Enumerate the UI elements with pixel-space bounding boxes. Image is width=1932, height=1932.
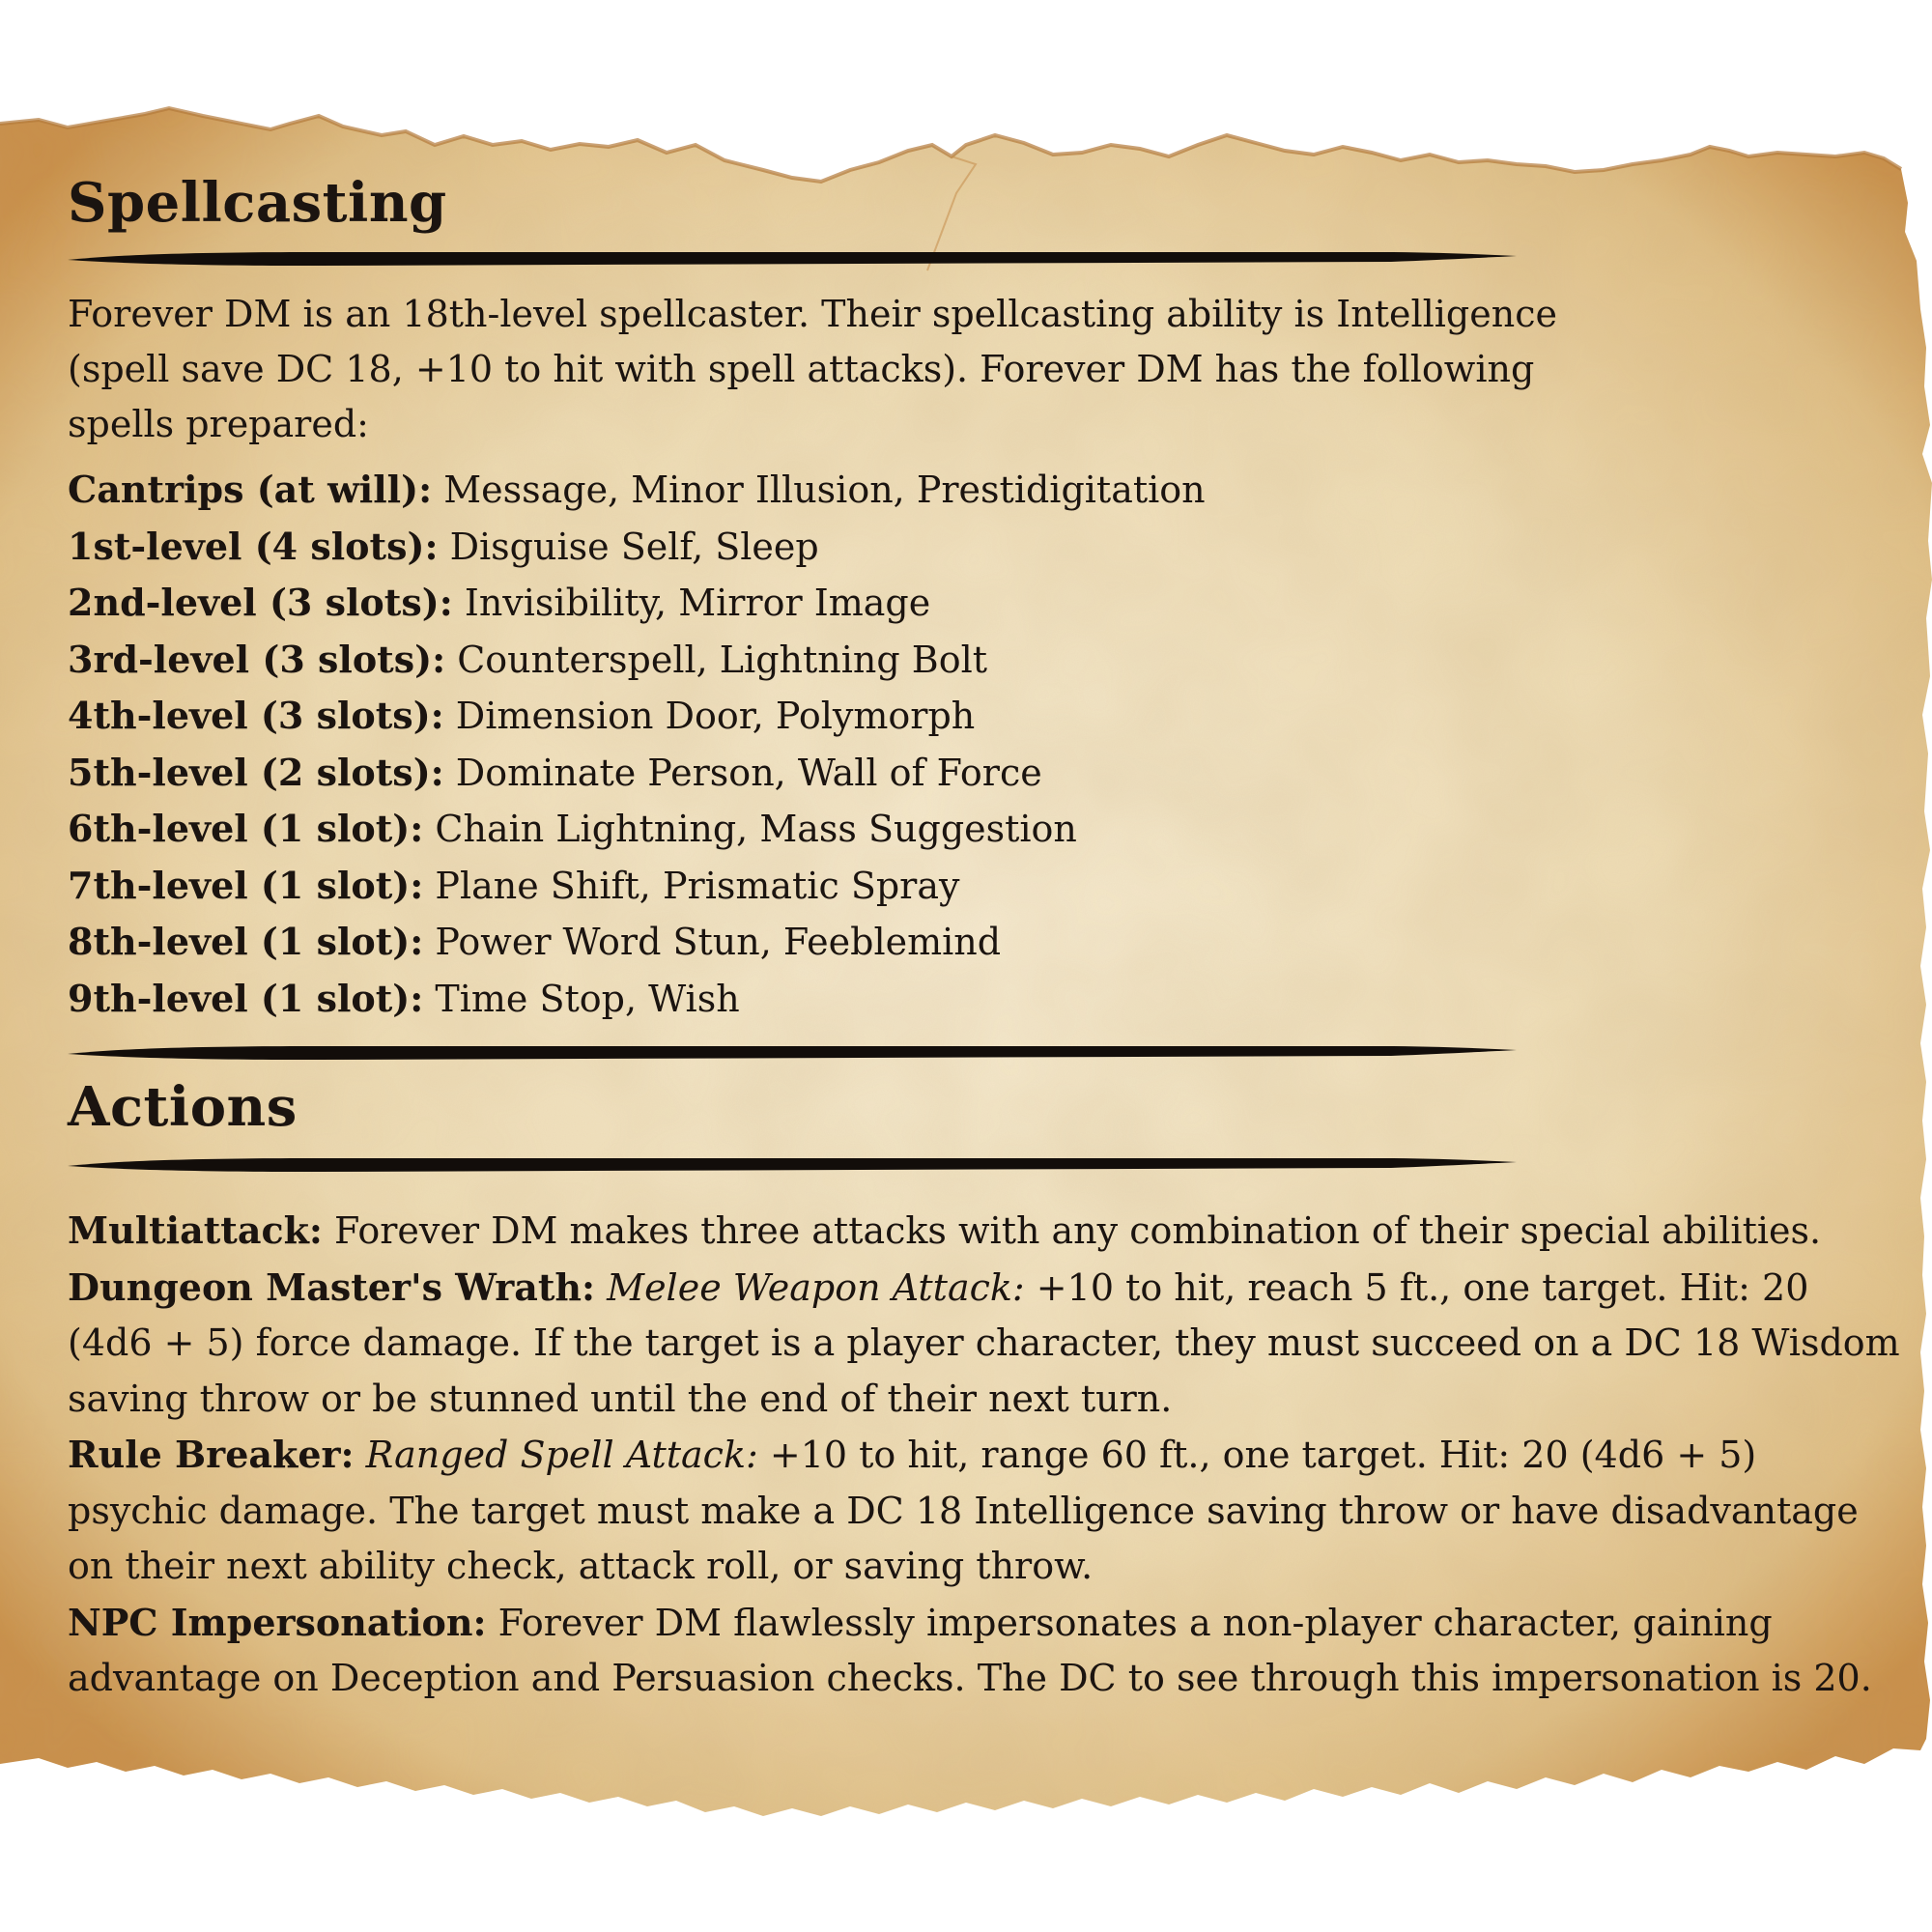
spell-level-row <box>68 745 1903 802</box>
spellcasting-intro-line: Forever DM is an 18th-level spellcaster. Their spellcasting ability is Intelligence <box>68 293 1557 335</box>
action-entry <box>68 1595 1903 1707</box>
spell-level-spells: Time Stop, Wish <box>423 977 740 1020</box>
spell-level-label: Cantrips (at will): <box>68 468 433 511</box>
spell-level-spells: Message, Minor Illusion, Prestidigitation <box>432 469 1206 511</box>
spell-level-row <box>68 914 1903 971</box>
spellcasting-intro-line: (spell save DC 18, +10 to hit with spell attacks). Forever DM has the following <box>68 348 1535 390</box>
spell-level-row <box>68 971 1903 1028</box>
action-attack-type: Ranged Spell Attack: <box>354 1434 758 1476</box>
action-text: +10 to hit, reach 5 ft., one target. Hit: 20 (4d6 + 5) force damage. If the target is a player character, they must succeed on a DC 18 Wisdom saving throw or be stunned until the end of their next turn. <box>68 1265 1900 1420</box>
action-text: Forever DM makes three attacks with any combination of their special abilities. <box>322 1209 1822 1252</box>
spell-level-label: 9th-level (1 slot): <box>68 976 424 1020</box>
action-name: NPC Impersonation: <box>68 1600 487 1644</box>
spellcasting-intro <box>68 287 1903 452</box>
action-entry <box>68 1427 1903 1595</box>
spell-level-label: 2nd-level (3 slots): <box>68 581 453 624</box>
spell-level-spells: Invisibility, Mirror Image <box>452 582 931 624</box>
stat-block-content <box>68 169 1903 1707</box>
action-attack-type: Melee Weapon Attack: <box>595 1265 1025 1309</box>
section-divider-brush <box>68 1152 1517 1178</box>
spell-level-label: 1st-level (4 slots): <box>68 524 439 568</box>
spell-level-row <box>68 632 1903 689</box>
spell-level-spells: Dimension Door, Polymorph <box>443 695 976 737</box>
spell-level-row <box>68 462 1903 519</box>
spell-level-row <box>68 858 1903 915</box>
spell-level-label: 8th-level (1 slot): <box>68 920 424 963</box>
action-entry <box>68 1203 1903 1260</box>
actions-list <box>68 1203 1903 1707</box>
action-name: Dungeon Master's Wrath: <box>68 1264 596 1309</box>
spell-level-row <box>68 801 1903 858</box>
spell-level-label: 6th-level (1 slot): <box>68 807 424 850</box>
spell-level-label: 4th-level (3 slots): <box>68 694 444 737</box>
spell-level-label: 7th-level (1 slot): <box>68 863 424 907</box>
spell-level-label: 5th-level (2 slots): <box>68 750 444 794</box>
spell-level-spells: Plane Shift, Prismatic Spray <box>423 864 960 907</box>
spell-level-spells: Counterspell, Lightning Bolt <box>445 638 987 681</box>
spellcasting-intro-line: spells prepared: <box>68 403 369 445</box>
spell-level-label: 3rd-level (3 slots): <box>68 637 446 681</box>
action-name: Multiattack: <box>68 1208 323 1252</box>
action-text: +10 to hit, range 60 ft., one target. Hit: 20 (4d6 + 5) psychic damage. The target must make a DC 18 Intelligence saving throw or have disadvantage on their next ability check, attack roll, or saving throw. <box>68 1434 1859 1587</box>
spell-list <box>68 462 1903 1027</box>
actions-heading: Actions <box>68 1075 298 1139</box>
section-divider-brush <box>68 1040 1517 1065</box>
action-entry <box>68 1260 1903 1428</box>
action-name: Rule Breaker: <box>68 1433 355 1476</box>
spell-level-spells: Disguise Self, Sleep <box>438 525 819 568</box>
spell-level-spells: Power Word Stun, Feeblemind <box>423 921 1002 963</box>
action-text: Forever DM flawlessly impersonates a non-player character, gaining advantage on Deception and Persuasion checks. The DC to see through this impersonation is 20. <box>68 1601 1872 1699</box>
spell-level-row <box>68 519 1903 576</box>
spellcasting-heading: Spellcasting <box>68 171 447 235</box>
spell-level-spells: Dominate Person, Wall of Force <box>443 751 1042 794</box>
section-divider-brush <box>68 246 1517 271</box>
spell-level-spells: Chain Lightning, Mass Suggestion <box>423 808 1077 850</box>
spell-level-row <box>68 688 1903 745</box>
spell-level-row <box>68 575 1903 632</box>
